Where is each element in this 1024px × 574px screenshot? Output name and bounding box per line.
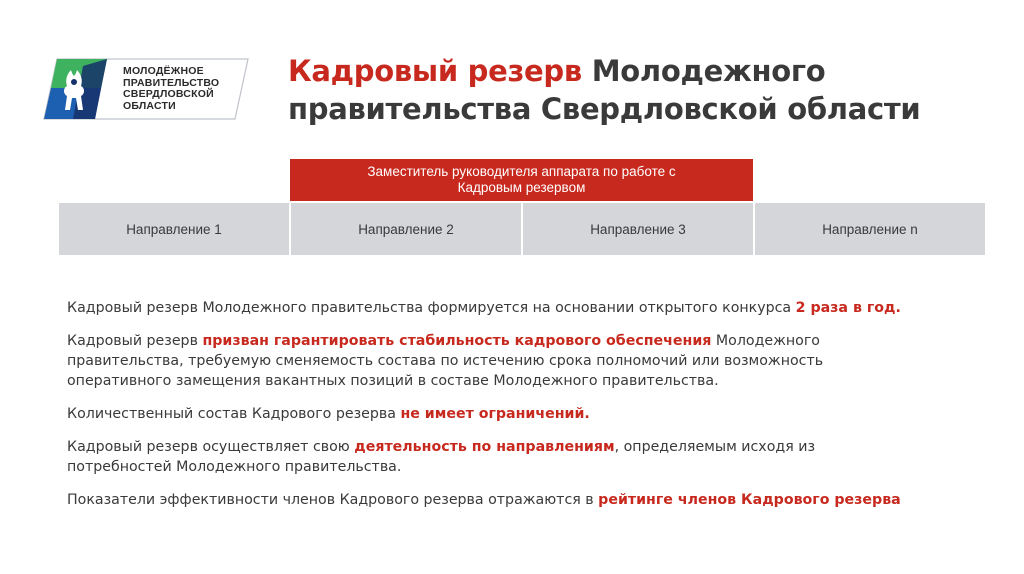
p1-text: Кадровый резерв Молодежного правительства формируется на основании открытого конкурса (67, 300, 796, 316)
direction-cell-2: Направление 2 (291, 203, 521, 255)
p5-text: Показатели эффективности членов Кадрового резерва отражаются в (67, 492, 599, 508)
logo (43, 58, 249, 120)
p1-highlight: 2 раза в год. (795, 300, 901, 316)
p4-before: Кадровый резерв осуществляет свою (67, 439, 355, 455)
org-head-line1: Заместитель руководителя аппарата по работе с (367, 164, 676, 179)
direction-cell-n: Направление n (755, 203, 985, 255)
p4-highlight: деятельность по направлениям (354, 439, 615, 455)
title-line2: правительства Свердловской области (288, 92, 921, 126)
paragraph-1 (67, 298, 987, 318)
logo-line: МОЛОДЁЖНОЕ (123, 65, 204, 77)
p5-highlight: рейтинге членов Кадрового резерва (598, 492, 901, 508)
org-chart-directions (59, 203, 985, 255)
p2-before: Кадровый резерв (67, 333, 203, 349)
page-title (288, 52, 988, 128)
org-chart-head (290, 159, 753, 201)
paragraph-5 (67, 490, 987, 510)
p2-highlight: призван гарантировать стабильность кадрового обеспечения (202, 333, 712, 349)
logo-line: СВЕРДЛОВСКОЙ (123, 88, 214, 100)
p4-after: , определяемым исходя из потребностей Молодежного правительства. (67, 439, 816, 475)
title-rest: Молодежного (581, 54, 826, 88)
logo-text (123, 66, 247, 112)
paragraph-4 (67, 437, 877, 477)
paragraph-3 (67, 404, 987, 424)
p2-after: Молодежного правительства, требуемую сменяемость состава по истечению срока полномочий или возможность оперативного замещения вакантных позиций в составе Молодежного правительства. (67, 333, 824, 389)
logo-line: ПРАВИТЕЛЬСТВО (123, 76, 220, 89)
body-text (67, 298, 987, 523)
p3-highlight: не имеет ограничений. (400, 406, 590, 422)
logo-line: ОБЛАСТИ (123, 99, 176, 112)
p3-text: Количественный состав Кадрового резерва (67, 406, 401, 422)
paragraph-2 (67, 331, 867, 391)
direction-cell-3: Направление 3 (523, 203, 753, 255)
org-head-line2: Кадровым резервом (457, 180, 586, 195)
title-accent: Кадровый резерв (288, 54, 582, 88)
direction-cell-1: Направление 1 (59, 203, 289, 255)
